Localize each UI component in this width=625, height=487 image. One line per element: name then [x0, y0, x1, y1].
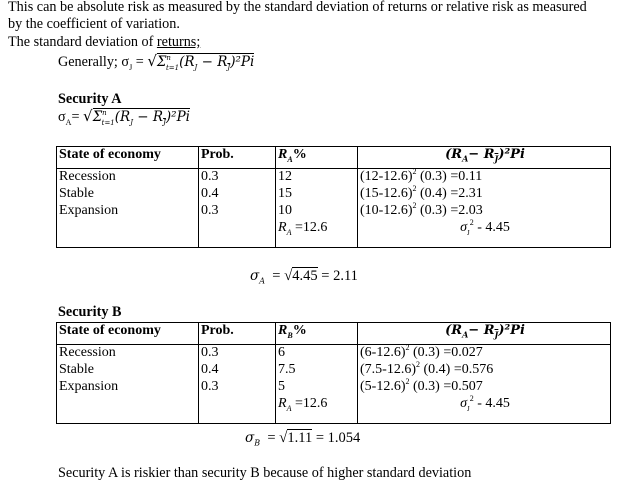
list-item: $(15-12.6)^2$ (0.4) =2.31	[360, 184, 483, 202]
list-item: 10	[278, 203, 292, 219]
conclusion: Security A is riskier than security B because of higher standard deviation	[58, 465, 472, 481]
mean-return: $R_A =12.6$	[278, 220, 328, 238]
list-item: $(6-12.6)^2$ (0.3) =0.027	[360, 343, 483, 361]
general-formula-expression: $√\Sigma^n_{t=1}(R_J - R_J)^2Pi$	[147, 52, 255, 72]
list-item: Stable	[59, 362, 94, 378]
header-state-of-economy: State of economy	[57, 147, 199, 169]
header-weighted-deviation: $(R_A- R_J)^2Pi$	[358, 323, 611, 345]
list-item: 5	[278, 379, 285, 395]
list-item: $(7.5-12.6)^2$ (0.4) =0.576	[360, 360, 494, 378]
list-item: 6	[278, 345, 285, 361]
list-item: 0.3	[201, 345, 219, 361]
list-item: 12	[278, 169, 292, 185]
security-a-sigma: $\sigma_A=$	[58, 109, 83, 127]
variance: $\sigma_J^2 - 4.45$	[460, 394, 510, 414]
security-a-formula	[58, 108, 190, 132]
prob-column	[199, 169, 276, 248]
intro-line-3	[8, 34, 200, 51]
list-item: 0.3	[201, 379, 219, 395]
list-item: 0.3	[201, 203, 219, 219]
states-column	[57, 345, 199, 424]
header-state-of-economy: State of economy	[57, 323, 199, 345]
security-a-result: $\sigma_A = √4.45 = 2.11$	[250, 268, 358, 286]
intro-line-3-text: The standard deviation of	[8, 34, 157, 50]
list-item: Recession	[59, 169, 116, 185]
intro-line-2: by the coefficient of variation.	[8, 16, 180, 32]
prob-column	[199, 345, 276, 424]
list-item: Recession	[59, 345, 116, 361]
security-b-result: $\sigma_B = √1.11 = 1.054$	[245, 430, 361, 448]
intro-line-1: This can be absolute risk as measured by the standard deviation of returns or relative risk as measured	[8, 0, 587, 15]
list-item: 0.4	[201, 362, 219, 378]
header-prob: Prob.	[199, 323, 276, 345]
returns-link[interactable]: returns;	[156, 34, 201, 50]
list-item: $(12-12.6)^2$ (0.3) =0.11	[360, 167, 483, 185]
header-weighted-deviation: $(R_A- R_J)^2Pi$	[358, 147, 611, 169]
list-item: 0.4	[201, 186, 219, 202]
list-item: Stable	[59, 186, 94, 202]
security-b-title: Security B	[58, 304, 122, 320]
return-column	[276, 345, 358, 424]
security-a-formula-expression: $√\Sigma^n_{t=1}(R_J - R_J)^2Pi$	[83, 107, 190, 127]
calc-column	[358, 345, 611, 424]
general-formula	[58, 53, 254, 77]
header-prob: Prob.	[199, 147, 276, 169]
return-column	[276, 169, 358, 248]
list-item: 0.3	[201, 169, 219, 185]
list-item: $(5-12.6)^2$ (0.3) =0.507	[360, 377, 483, 395]
states-column	[57, 169, 199, 248]
header-return: $R_B\%$	[276, 323, 358, 345]
general-formula-label: Generally; $\sigma_J$ =	[58, 54, 148, 72]
list-item: Expansion	[59, 203, 119, 219]
mean-return: $R_A =12.6$	[278, 396, 328, 414]
security-a-title: Security A	[58, 91, 122, 107]
list-item: $(10-12.6)^2$ (0.3) =2.03	[360, 201, 483, 219]
list-item: Expansion	[59, 379, 119, 395]
security-a-table	[56, 146, 611, 248]
security-b-table	[56, 322, 611, 424]
variance: $\sigma_J^2 - 4.45$	[460, 218, 510, 238]
calc-column	[358, 169, 611, 248]
header-return: $R_A\%$	[276, 147, 358, 169]
list-item: 7.5	[278, 362, 296, 378]
list-item: 15	[278, 186, 292, 202]
